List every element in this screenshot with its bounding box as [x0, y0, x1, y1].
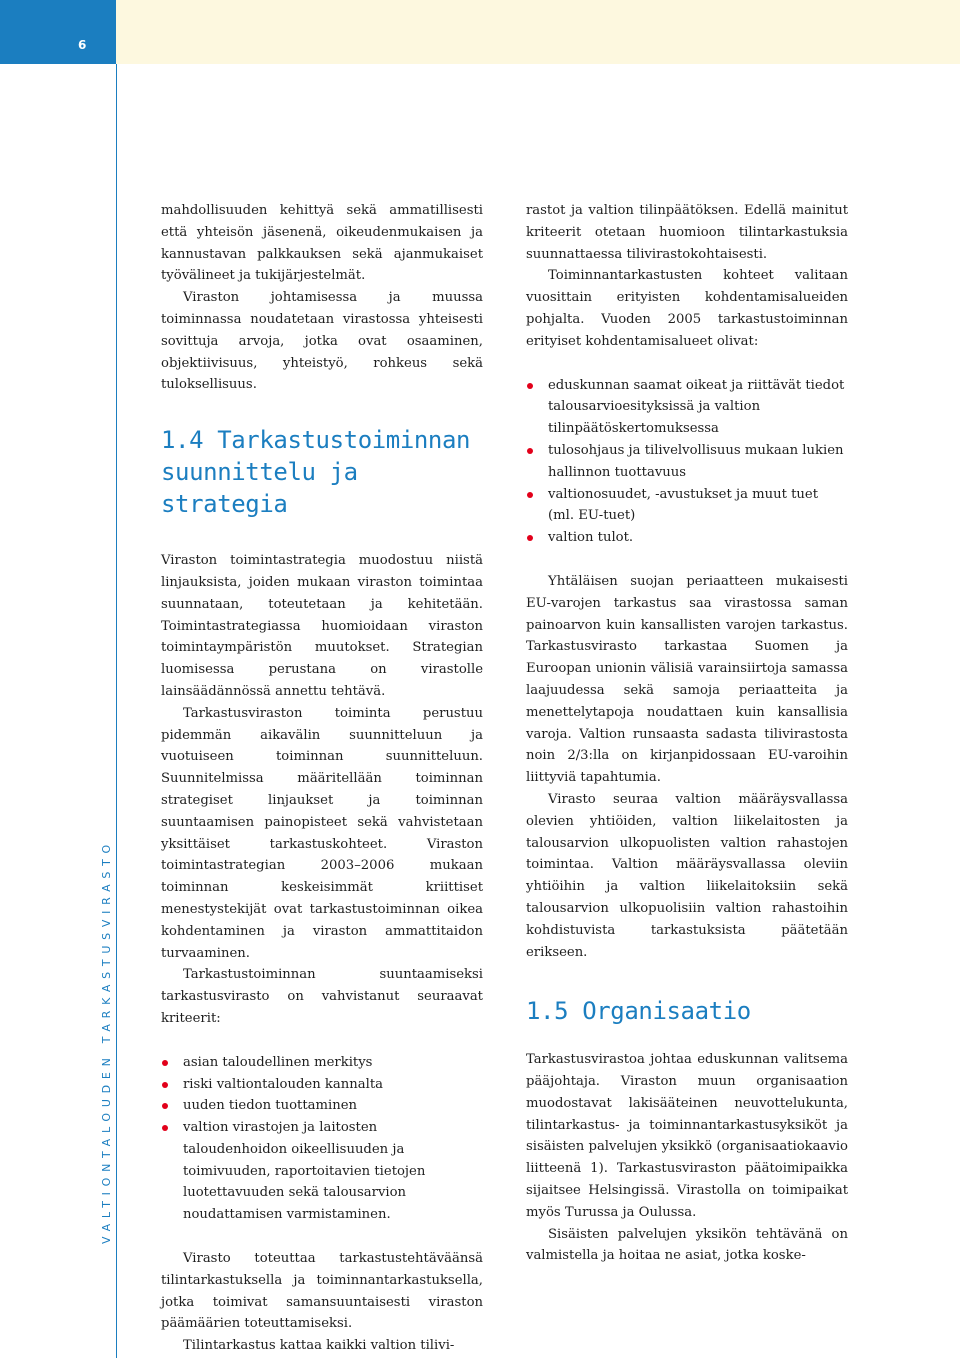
bullet-icon	[527, 492, 533, 498]
list-item: uuden tiedon tuottaminen	[161, 1095, 483, 1117]
list-item: riski valtiontalouden kannalta	[161, 1074, 483, 1096]
list-item: valtion virastojen ja laitosten taloudenhoidon oikeellisuuden ja toimivuuden, raportoitavien tietojen luotettavuuden sekä talousarvion noudattamisen varmistaminen.	[161, 1117, 483, 1226]
paragraph: Viraston johtamisessa ja muussa toiminnassa noudatetaan virastossa yhteisesti sovittuja arvoja, jotka ovat osaaminen, objektiivisuus, yhteistyö, rohkeus sekä tuloksellisuus.	[161, 290, 483, 393]
page-number: 6	[78, 38, 87, 52]
bullet-icon	[527, 383, 533, 389]
paragraph: Tarkastustoiminnan suuntaamiseksi tarkastusvirasto on vahvistanut seuraavat kriteerit:	[161, 967, 483, 1026]
section-heading-1-4: 1.4 Tarkastustoiminnan suunnittelu ja strategia	[161, 426, 471, 519]
right-column	[526, 200, 848, 1267]
list-item: valtionosuudet, -avustukset ja muut tuet (ml. EU-tuet)	[526, 484, 848, 528]
bullet-icon	[527, 535, 533, 541]
left-column	[161, 200, 483, 1357]
page-number-box	[0, 0, 116, 64]
focus-areas-list	[526, 375, 848, 549]
sidebar-publisher-label: VALTIONTALOUDEN TARKASTUSVIRASTO	[100, 839, 113, 1244]
paragraph: mahdollisuuden kehittyä sekä ammatillisesti että yhteisön jäsenenä, oikeudenmukaisen ja kannustavan palkkauksen sekä ajanmukaiset työvälineet ja tukijärjestelmät.	[161, 203, 483, 284]
paragraph: Sisäisten palvelujen yksikön tehtävänä on valmistella ja hoitaa ne asiat, jotka koske-	[526, 1226, 848, 1264]
section-heading-1-5: 1.5 Organisaatio	[526, 997, 751, 1026]
list-item: eduskunnan saamat oikeat ja riittävät tiedot talousarvioesityksissä ja valtion tilinpäätöskertomuksessa	[526, 375, 848, 440]
bullet-icon	[162, 1082, 168, 1088]
bullet-icon	[162, 1103, 168, 1109]
paragraph: Tarkastusviraston toiminta perustuu pidemmän aikavälin suunnitteluun ja vuotuiseen toiminnan suunnitteluun. Suunnitelmissa määritellään toiminnan strategiset linjaukset ja toiminnan suuntaamisen painopisteet sekä vahvistetaan yksittäiset tarkastuskohteet. Viraston toimintastrategian 2003–2006 mukaan toiminnan keskeisimmät kriittiset menestystekijät ovat tarkastustoiminnan oikea kohdentaminen ja viraston ammattitaidon turvaaminen.	[161, 705, 483, 961]
paragraph: Tilintarkastus kattaa kaikki valtion tilivi-	[183, 1338, 455, 1354]
paragraph: Toiminnantarkastusten kohteet valitaan vuosittain erityisten kohdentamisalueiden pohjalta. Vuoden 2005 tarkastustoiminnan erityiset kohdentamisalueet olivat:	[526, 268, 848, 349]
paragraph: Virasto seuraa valtion määräysvallassa olevien yhtiöiden, valtion liikelaitosten ja talousarvion ulkopuolisten valtion rahastojen toimintaa. Valtion määräysvallassa oleviin yhtiöihin ja valtion liikelaitoksiin sekä talousarvion ulkopuolisiin valtion rahastoihin kohdistuvista tarkastuksista päätetään erikseen.	[526, 791, 848, 960]
paragraph: Viraston toimintastrategia muodostuu niistä linjauksista, joiden mukaan viraston toimintaa suunnataan, toteutetaan ja kehitetään. Toimintastrategiassa huomioidaan viraston toimintaympäristön muutokset. Strategian luomisessa perustana on virastolle lainsäädännössä annettu tehtävä.	[161, 553, 483, 699]
bullet-icon	[162, 1060, 168, 1066]
paragraph: Virasto toteuttaa tarkastustehtäväänsä tilintarkastuksella ja toiminnantarkastuksella, jotka toimivat samansuuntaisesti viraston päämäärien toteuttamiseksi.	[161, 1251, 483, 1332]
list-item: valtion tulot.	[526, 527, 848, 549]
paragraph: rastot ja valtion tilinpäätöksen. Edellä mainitut kriteerit otetaan huomioon tilintarkastuksia suunnattaessa tilivirastokohtaisesti.	[526, 203, 848, 262]
paragraph: Yhtäläisen suojan periaatteen mukaisesti EU-varojen tarkastus saa virastossa saman painoarvon kuin kansallisten varojen tarkastus. Tarkastusvirasto tarkastaa Suomen ja Euroopan unionin välisiä varainsiirtoja samassa laajuudessa sekä samoja periaatteita ja menettelytapoja noudattaen kuin kansallisia varoja. Valtion runsaasta sadasta tilivirastosta noin 2/3:lla on kirjanpidossaan EU-varoihin liittyviä tapahtumia.	[526, 573, 848, 786]
criteria-list	[161, 1052, 483, 1226]
top-header-band	[0, 0, 960, 64]
list-item: asian taloudellinen merkitys	[161, 1052, 483, 1074]
paragraph: Tarkastusvirastoa johtaa eduskunnan valitsema pääjohtaja. Viraston muun organisaation muodostavat lakisääteinen neuvottelukunta, tilintarkastus- ja toiminnantarkastusyksiköt ja sisäisten palvelujen yksikkö (organisaatiokaavio liitteenä 1). Tarkastusviraston päätoimipaikka sijaitsee Helsingissä. Virastolla on toimipaikat myös Turussa ja Oulussa.	[526, 1052, 848, 1220]
bullet-icon	[162, 1125, 168, 1131]
bullet-icon	[527, 448, 533, 454]
list-item: tulosohjaus ja tilivelvollisuus mukaan lukien hallinnon tuottavuus	[526, 440, 848, 484]
margin-rule	[116, 64, 117, 1358]
